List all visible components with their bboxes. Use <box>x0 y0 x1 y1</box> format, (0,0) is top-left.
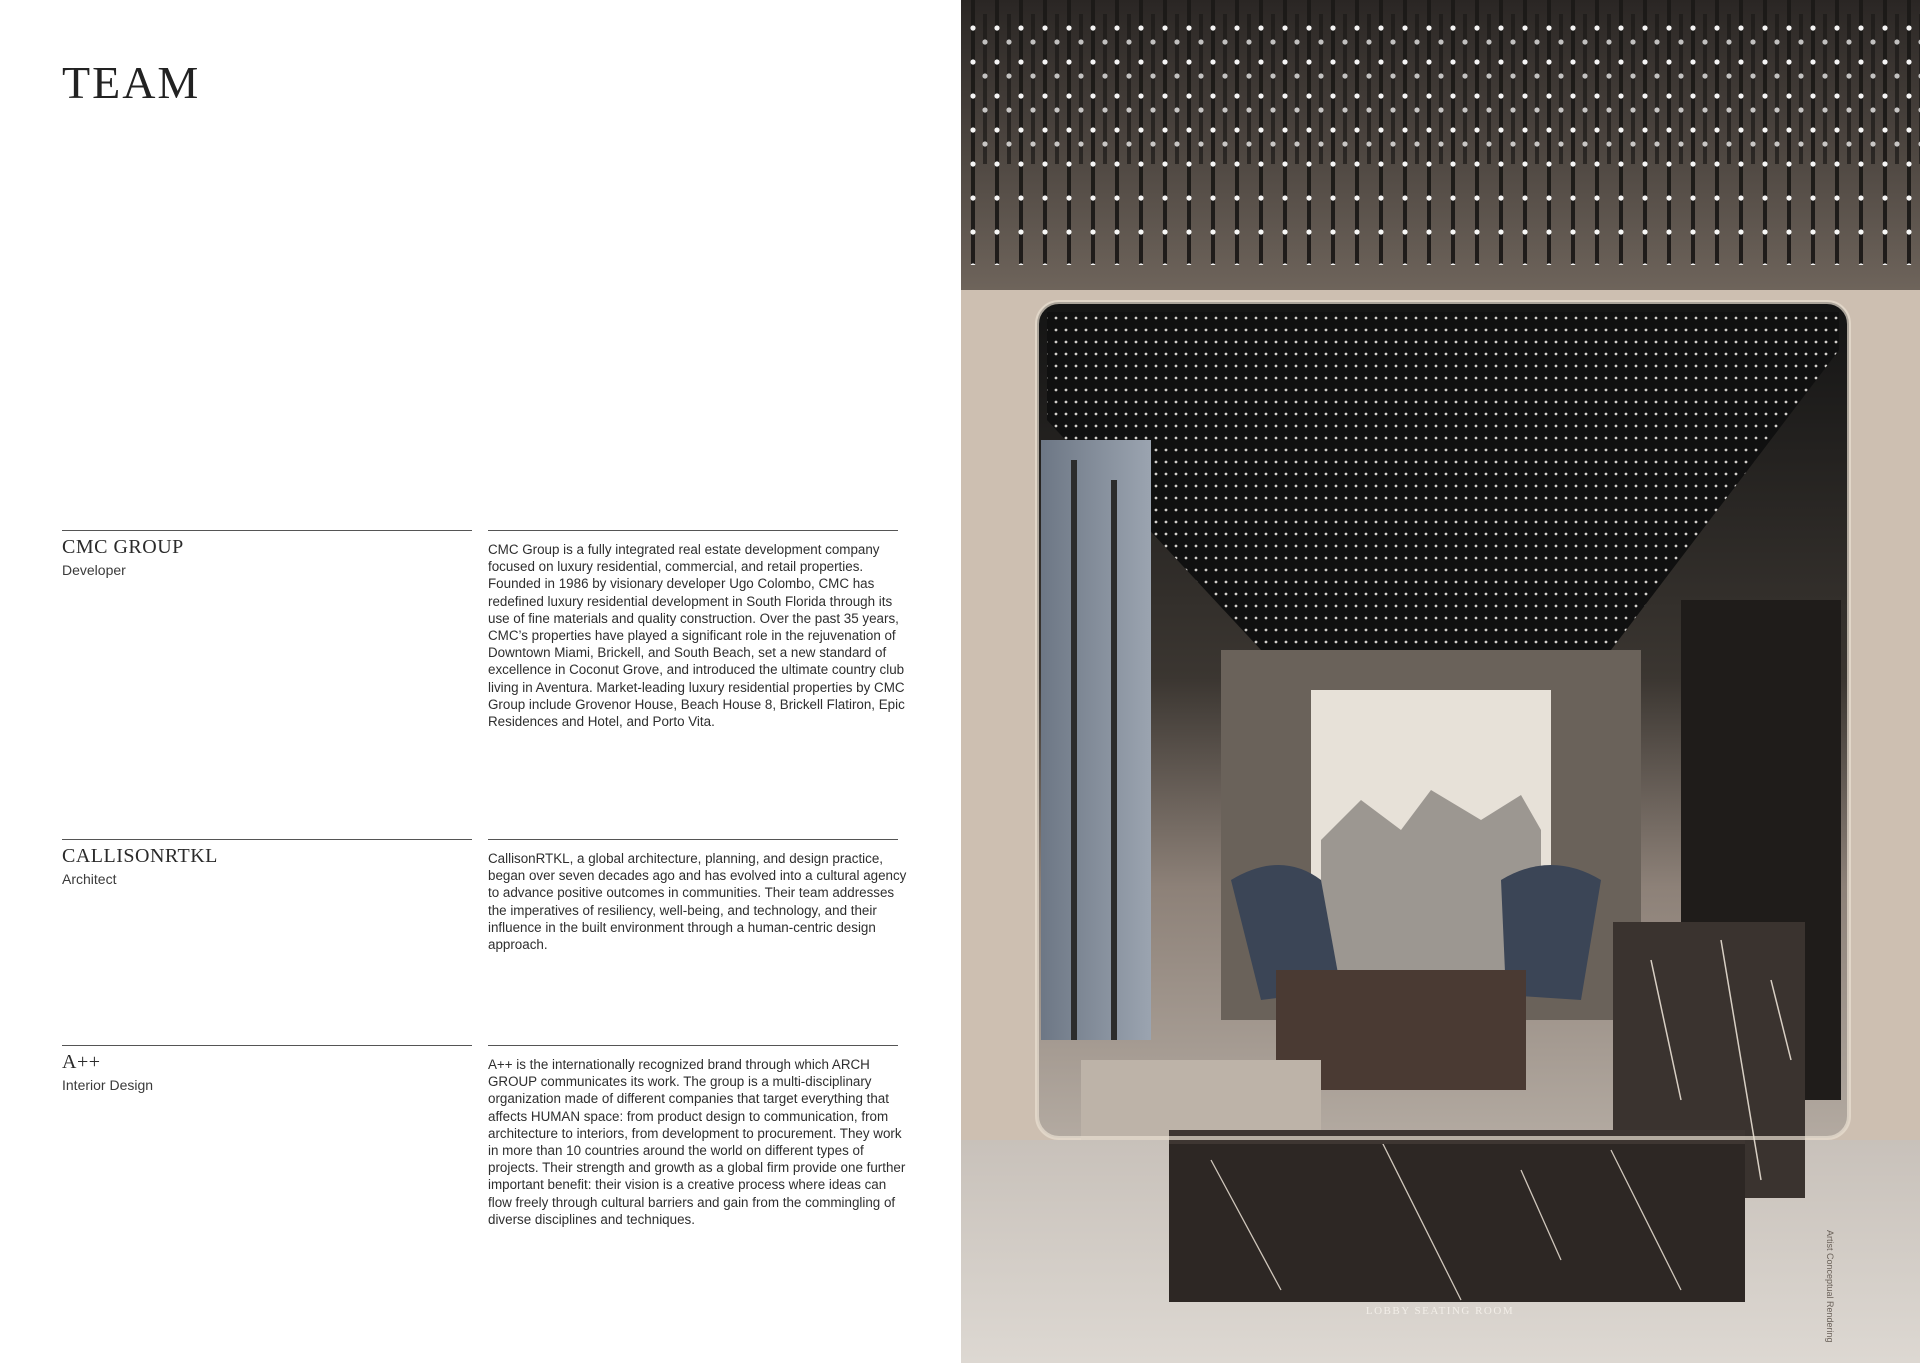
photo-caption: LOBBY SEATING ROOM <box>1365 1305 1515 1317</box>
divider <box>62 530 472 531</box>
divider <box>488 1045 898 1046</box>
team-member-role: Architect <box>62 871 117 887</box>
page-title: TEAM <box>62 57 201 108</box>
photo-credit: Artist Conceptual Rendering <box>1825 1230 1835 1343</box>
team-member-name: CALLISONRTKL <box>62 845 218 867</box>
divider <box>488 839 898 840</box>
team-member-name: CMC GROUP <box>62 536 184 558</box>
lobby-photo <box>961 0 1920 1363</box>
divider <box>62 839 472 840</box>
team-member-role: Interior Design <box>62 1077 154 1093</box>
divider <box>488 530 898 531</box>
team-member-description: A++ is the internationally recognized brand through which ARCH GROUP communicates its work. The group is a multi-disciplinary organization made of different companies that target everything that affects HUMAN space: from product design to communication, from architecture to interiors, from development to procurement. They work in more than 10 countries around the world on different types of projects. Their strength and growth as a global firm provide one further important benefit: their vision is a creative process where ideas can flow freely through cultural barriers and gain from the commingling of diverse disciplines and techniques. <box>488 1057 906 1227</box>
divider <box>62 1045 472 1046</box>
team-member-description: CMC Group is a fully integrated real estate development company focused on luxury residential, commercial, and retail properties. Founded in 1986 by visionary developer Ugo Colombo, CMC has redefined luxury residential development in South Florida through its use of fine materials and quality construction. Over the past 35 years, CMC’s properties have played a significant role in the rejuvenation of Downtown Miami, Brickell, and South Beach, set a new standard of excellence in Coconut Grove, and introduced the ultimate country club living in Aventura. Market-leading luxury residential properties by CMC Group include Grovenor House, Beach House 8, Brickell Flatiron, Epic Residences and Hotel, and Porto Vita. <box>488 542 905 730</box>
team-member-description: CallisonRTKL, a global architecture, planning, and design practice, began over seven decades ago and has evolved into a cultural agency to advance positive outcomes in communities. Their team addresses the imperatives of resiliency, well-being, and technology, and their influence in the built environment through a human-centric design approach. <box>488 851 907 953</box>
team-member-name: A++ <box>62 1051 101 1073</box>
team-member-role: Developer <box>62 562 126 578</box>
